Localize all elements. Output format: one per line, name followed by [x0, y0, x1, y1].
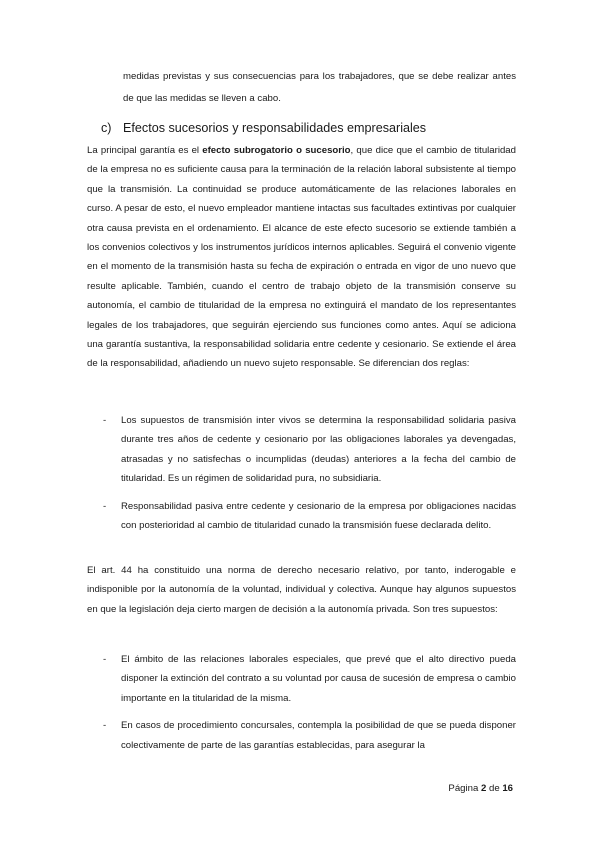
list-item-text: En casos de procedimiento concursales, contempla la posibilidad de que se pueda disponer colectivamente de parte de las garantías establecidas, para asegurar la: [121, 720, 516, 751]
section-heading: [101, 119, 426, 137]
paragraph-intro: La principal garantía es el: [87, 145, 203, 156]
paragraph-body: , que dice que el cambio de titularidad de la empresa no es suficiente causa para la terminación de la relación laboral subsistente al tiempo que la transmisión. La continuidad se produce automáticamente de las relaciones laborales en curso. A pesar de esto, el nuevo empleador mantiene intactas sus facultades extintivas por cualquier otra causa prevista en el ordenamiento. El alcance de este efecto sucesorio se extiende también a los convenios colectivos y los instrumentos jurídicos internos aplicables. Seguirá el convenio vigente en el momento de la transmisión hasta su fecha de expiración o entrada en vigor de uno nuevo que resulte aplicable. También, cuando el centro de trabajo objeto de la transmisión conserve su autonomía, el cambio de titularidad de la empresa no extinguirá el mandato de los representantes legales de los trabajadores, que seguirán ejerciendo sus funciones como antes. Aquí se adiciona una garantía sustantiva, la responsabilidad solidaria entre cedente y cesionario. Se extiende el área de la responsabilidad, añadiendo un nuevo sujeto responsable. Se diferencian dos reglas:: [87, 145, 516, 370]
section-letter: c): [101, 121, 112, 135]
paragraph-efecto-subrogatorio: [87, 141, 516, 374]
rules-list: [87, 411, 516, 543]
page-of: de: [488, 783, 500, 794]
dash-bullet: -: [103, 654, 107, 665]
supuestos-list: [87, 650, 516, 763]
list-item: [87, 716, 516, 755]
list-item-text: El ámbito de las relaciones laborales especiales, que prevé que el alto directivo pueda disponer la extinción del contrato a su voluntad por causa de sucesión de empresa o cambio importante en la titularidad de la misma.: [121, 654, 516, 704]
page-footer: [448, 782, 513, 796]
dash-bullet: -: [103, 415, 107, 426]
list-item: [87, 411, 516, 489]
dash-bullet: -: [103, 500, 107, 512]
page-label: Página: [448, 783, 479, 794]
list-item-text: Responsabilidad pasiva entre cedente y cesionario de la empresa por obligaciones nacidas con posterioridad al cambio de titularidad cunado la transmisión fuese declarada delito.: [121, 500, 516, 532]
page-total: 16: [502, 783, 513, 794]
bold-term: efecto subrogatorio o sucesorio: [202, 145, 351, 156]
dash-bullet: -: [103, 720, 107, 732]
section-title: Efectos sucesorios y responsabilidades empresariales: [123, 121, 427, 135]
list-item-text: Los supuestos de transmisión inter vivos se determina la responsabilidad solidaria pasiva durante tres años de cedente y cesionario por las obligaciones laborales ya devengadas, atrasadas y no satisfechas o incumplidas (deudas) anteriores a la fecha del cambio de titularidad. Es un régimen de solidaridad pura, no subsidiaria.: [121, 415, 516, 485]
continuation-paragraph: medidas previstas y sus consecuencias para los trabajadores, que se debe realizar antes de que las medidas se lleven a cabo.: [123, 71, 516, 104]
paragraph-art-44: El art. 44 ha constituido una norma de derecho necesario relativo, por tanto, inderogable e indisponible por la autonomía de la voluntad, individual y colectiva. Aunque hay algunos supuestos en que la legislación deja cierto margen de decisión a la autonomía privada. Son tres supuestos:: [87, 565, 516, 615]
list-item: [87, 650, 516, 708]
page-current: 2: [480, 783, 487, 794]
list-item: [87, 497, 516, 536]
